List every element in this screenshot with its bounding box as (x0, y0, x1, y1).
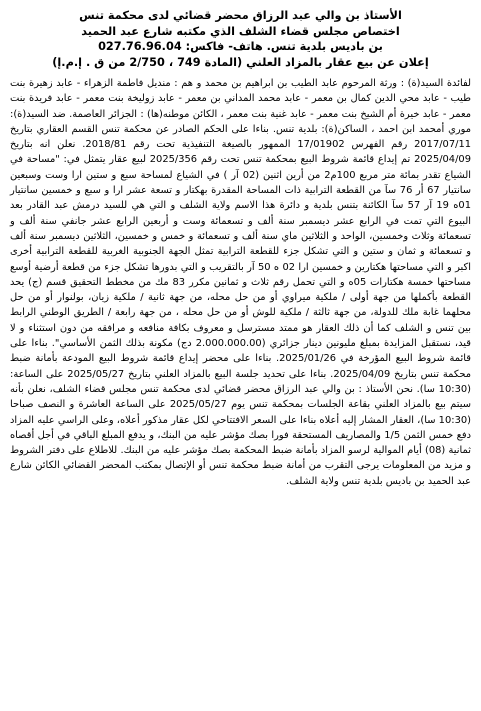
bailiff-name-line: الأستاذ بن والي عبد الرزاق محضر قضائي لدى محكمة تنس (79, 9, 402, 22)
notice-paragraph: لفائدة السيد(ة) : ورثة المرحوم عابد الطيب بن ابراهيم بن محمد و هم : منديل فاطمة الزهراء - عابد زهيرة بنت طيب - عابد محي الدين كمال بن معمر - عابد محمد المداني بن معمر - عابد زوليخة بنت معمر - عابد فريدة بنت معمر - عابد خيرة أم الشيخ بنت معمر - عابد غنية بنت معمر ، الكائن موطنه(ها) : الجزائر العاصمة. ضد السيد(ة): موري أمحمد ابن احمد ، الساكن(ة): بلدية تنس. بناءا على الحكم الصادر عن محكمة تنس القسم العقاري بتاريخ 2017/07/11 رقم الفهرس 17/01902 الممهور بالصيغة التنفيذية تحت رقم 2018/81. نعلن انه بتاريخ 2025/04/09 تم إيداع قائمة شروط البيع بمحكمة تنس تحت رقم 2025/356 لبيع عقار يتمثل في: "مساحة في الشياع تقدر بمائة متر مربع 100م2 من أرين اثنين (02 آر ) في الشياع لمساحة سبع و ستين ارا وست وسبعين سانتيار 67 أر 76 سآ من القطعة الترابية ذات المساحة المقدرة بهكتار و تسعة عشر ارا و سبع و خمسين سانتيار 01ه 19 آر 57 سآ الكائنة بتنس بلدية و دائرة هذا الاسم ولاية الشلف و التي هي للسيد درمش عبد القادر بعد البيوع التي تمت في الرابع عشر ديسمبر سنة ألف و تسعمائة وست و أربعين الرابع عشر جانفي سنة ألف و تسعمائة وثلاث وخمسين، الواحد و الثلاثين ماي سنة ألف و تسعمائة و خمس و خمسين، الثلاثين ديسمبر سنة ألف و تسعمائة و ثمان و ستين و التي تشكل جزء للقطعة الترابية تمثل الجهة الجنوبية الغربية للقطعة الترابية أخرى اكبر و التي مساحتها هكتارين و خمسين ارا 02 ه 50 آر بالتقريب و التي بدورها تشكل جزء من قطعة أرضية أوسع مساحتها خمسة هكتارات 05ه و التي تحمل رقم ثلاث و ثمانين مكرر 83 مك من مخطط التحقيق قسم (ج) يحد القطعة بأكملها من جهة أولى / ملكية ميراوي أو من حل محله، من جهة ثانية / ملكية زيان، بولنوار أو من حل محلهما غابة ملك للدولة، من جهة ثالثة / ملكية للوش أو من حل محله ، من جهة رابعة / الطريق الوطني الرابط بين تنس و الشلف كما أن ذلك العقار هو ممتد مسترسل و معروف بكافة منافعه و مرافقه من دون استثناء و لا قيد، نستقبل المزايدة بمبلغ مليونين دينار جزائري (2.000.000.00 دج) مكونة بذلك الثمن الأساسي". بناءا على قائمة شروط البيع المؤرخة في 2025/01/26. بناءا على محضر إيداع قائمة شروط البيع المودعة بأمانة ضبط محكمة تنس بتاريخ 2025/04/09. بناءا على تحديد جلسة البيع بالمزاد العلني بتاريخ 2025/05/27 على الساعة: (10:30 سا). نحن الأستاذ : بن والي عبد الرزاق محضر قضائي لدى محكمة تنس مجلس قضاء الشلف، نعلن بأنه سيتم بيع بالمزاد العلني بقاعة الجلسات بمحكمة تنس يوم 2025/05/27 على الساعة العاشرة و النصف صباحا (10:30 سا)، العقار المشار إليه أعلاه بناءا على السعر الافتتاحي لكل عقار مذكور أعلاه، وعلى الراسي عليه المزاد دفع خمس الثمن 1/5 والمصاريف المستحقة فورا بصك مؤشر عليه من البنك، و يدفع المبلغ الباقي في أجل أقصاه ثمانية (08) أيام الموالية لرسو المزاد بأمانة ضبط المحكمة بصك مؤشر عليه من البنك. للاطلاع على دفتر الشروط و مزيد من المعلومات يرجى التقرب من أمانة ضبط محكمة تنس أو الإتصال بمكتب المحضر القضائي الكائن شارع عبد الحميد بن باديس بلدية تنس ولاية الشلف. (10, 78, 472, 487)
notice-title: إعلان عن بيع عقار بالمزاد العلني (المادة 749 ، 2/750 من ق . إ.م.إ) (52, 55, 429, 69)
notice-body (10, 76, 471, 489)
notice-header (10, 8, 471, 70)
contact-line: بن باديس بلدية تنس. هاتف- فاكس: 027.76.96.04 (98, 40, 383, 53)
jurisdiction-line: اختصاص مجلس قضاء الشلف الذي مكتبه شارع عبد الحميد (81, 24, 400, 38)
